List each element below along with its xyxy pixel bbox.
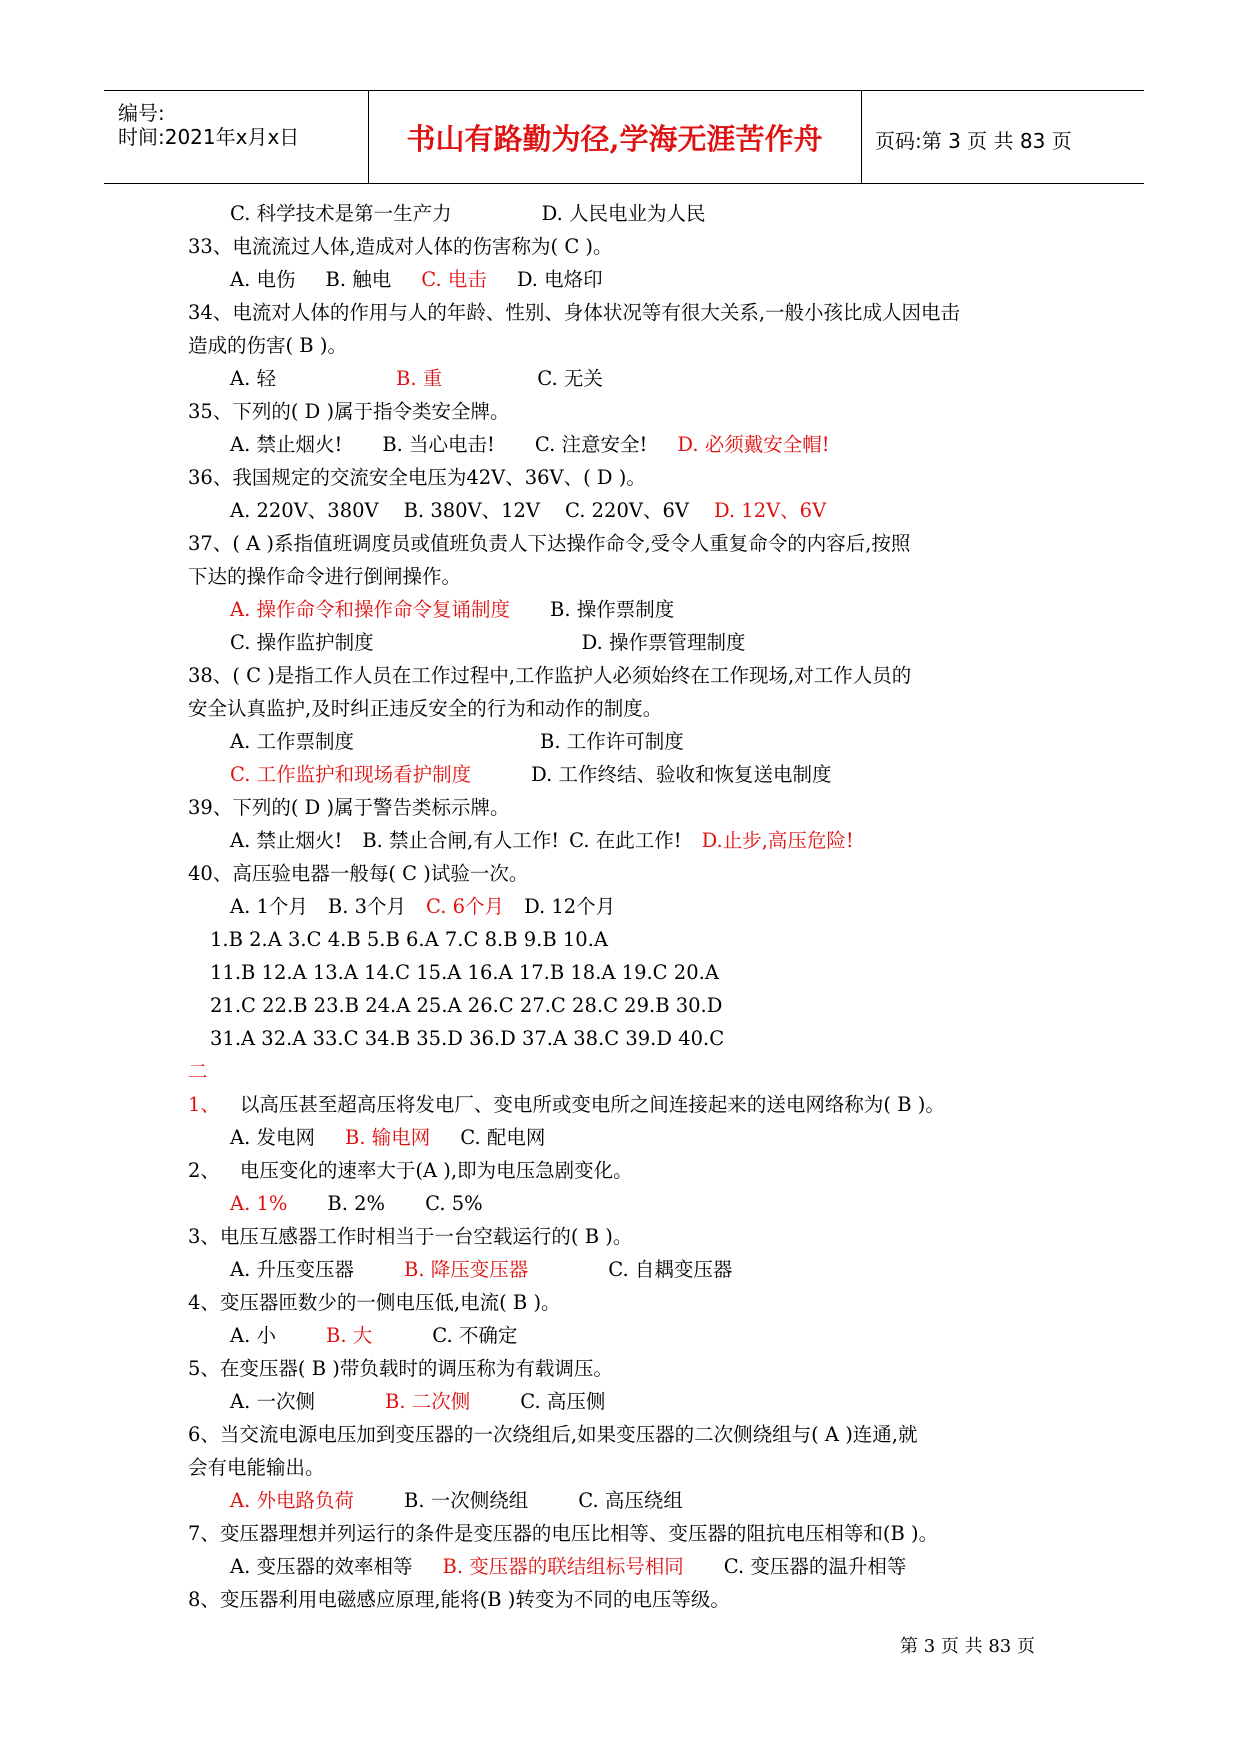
question-text: C. 操作监护制度 [230, 631, 374, 654]
question-text: A. 220V、380V [230, 499, 379, 522]
question-text: 造成的伤害( B )。 [188, 334, 347, 357]
header-info-cell [104, 91, 369, 183]
question-text: C. 配电网 [460, 1126, 546, 1149]
question-text: 电压变化的速率大于(A ),即为电压急剧变化。 [239, 1159, 633, 1182]
text-line [230, 763, 831, 787]
answer-text: B. 降压变压器 [403, 1258, 529, 1281]
text-line [188, 697, 662, 721]
answer-text: C. 6个月 [426, 895, 505, 918]
answer-text: 二 [188, 1060, 208, 1083]
text-line [230, 1192, 483, 1216]
question-text: 7、变压器理想并列运行的条件是变压器的电压比相等、变压器的阻抗电压相等和(B )。 [188, 1522, 939, 1545]
text-line [188, 1159, 633, 1183]
text-line [188, 235, 613, 259]
question-text: C. 注意安全! [534, 433, 648, 456]
text-line [210, 1027, 724, 1051]
question-text: 31.A 32.A 33.C 34.B 35.D 36.D 37.A 38.C 39.D 40.C [210, 1027, 725, 1050]
question-text: 6、当交流电源电压加到变压器的一次绕组后,如果变压器的二次侧绕组与( A )连通,就 [188, 1423, 918, 1446]
text-line [188, 400, 510, 424]
question-text: D. 工作终结、验收和恢复送电制度 [531, 763, 832, 786]
text-line [230, 1555, 906, 1579]
question-text: B. 2% [327, 1192, 386, 1215]
question-text: B. 操作票制度 [549, 598, 675, 621]
question-text: A. 工作票制度 [230, 730, 354, 753]
question-text: 5、在变压器( B )带负载时的调压称为有载调压。 [188, 1357, 613, 1380]
text-line [188, 334, 347, 358]
question-text: A. 一次侧 [230, 1390, 315, 1413]
question-text: A. 1个月 [230, 895, 308, 918]
question-text: B. 一次侧绕组 [403, 1489, 529, 1512]
question-text: A. 发电网 [230, 1126, 315, 1149]
question-text: 21.C 22.B 23.B 24.A 25.A 26.C 27.C 28.C 29.B 30.D [210, 994, 723, 1017]
answer-text: D. 12V、6V [713, 499, 827, 522]
question-text: A. 变压器的效率相等 [230, 1555, 413, 1578]
question-text: 安全认真监护,及时纠正违反安全的行为和动作的制度。 [188, 697, 663, 720]
text-line [210, 994, 722, 1018]
question-text: 34、电流对人体的作用与人的年龄、性别、身体状况等有很大关系,一般小孩比成人因电击 [188, 301, 961, 324]
page-footer: 第 3 页 共 83 页 [900, 1636, 1035, 1657]
answer-text: A. 1% [230, 1192, 288, 1215]
question-text: A. 电伤 [230, 268, 296, 291]
question-text: C. 高压绕组 [578, 1489, 683, 1512]
text-line [188, 565, 461, 589]
answer-text: B. 大 [325, 1324, 373, 1347]
answer-text: B. 重 [395, 367, 443, 390]
header-page-cell [861, 91, 1144, 183]
question-text: 8、变压器利用电磁感应原理,能将(B )转变为不同的电压等级。 [188, 1588, 730, 1611]
question-text: 会有电能输出。 [188, 1456, 325, 1479]
answer-text: D.止步,高压危险! [701, 829, 854, 852]
question-text: 3、电压互感器工作时相当于一台空载运行的( B )。 [188, 1225, 633, 1248]
text-line [210, 961, 719, 985]
question-text: 11.B 12.A 13.A 14.C 15.A 16.A 17.B 18.A 19.C 20.A [210, 961, 719, 984]
question-text: A. 禁止烟火! [230, 433, 343, 456]
text-line [230, 730, 684, 754]
answer-text: D. 必须戴安全帽! [677, 433, 830, 456]
text-line [230, 598, 674, 622]
question-text: C. 高压侧 [520, 1390, 606, 1413]
question-text: C. 科学技术是第一生产力 [230, 202, 452, 225]
answer-text: A. 操作命令和操作命令复诵制度 [230, 598, 510, 621]
question-text: B. 3个月 [327, 895, 407, 918]
document-header [104, 90, 1144, 184]
header-motto: 书山有路勤为径,学海无涯苦作舟 [406, 122, 823, 156]
text-line [188, 1291, 561, 1315]
text-line [230, 202, 705, 226]
text-line [188, 862, 528, 886]
question-text: B. 当心电击! [382, 433, 495, 456]
answer-text: 1、 [188, 1093, 220, 1116]
answer-text: B. 变压器的联结组标号相同 [442, 1555, 684, 1578]
question-text: B. 工作许可制度 [539, 730, 684, 753]
question-text: D. 人民电业为人民 [541, 202, 706, 225]
text-line [188, 796, 510, 820]
question-text: B. 禁止合闸,有人工作! [362, 829, 560, 852]
text-line [230, 367, 603, 391]
text-line [188, 1225, 632, 1249]
question-text: C. 变压器的温升相等 [723, 1555, 907, 1578]
question-text: 40、高压验电器一般每( C )试验一次。 [188, 862, 529, 885]
question-text: 38、( C )是指工作人员在工作过程中,工作监护人必须始终在工作现场,对工作人员的 [188, 664, 912, 687]
question-text: C. 5% [425, 1192, 483, 1215]
answer-text: A. 外电路负荷 [230, 1489, 354, 1512]
text-line [188, 1456, 325, 1480]
question-text: 33、电流流过人体,造成对人体的伤害称为( C )。 [188, 235, 613, 258]
question-text: C. 在此工作! [569, 829, 682, 852]
text-line [230, 1324, 517, 1348]
text-line [230, 895, 615, 919]
question-text: 4、变压器匝数少的一侧电压低,电流( B )。 [188, 1291, 561, 1314]
text-line [188, 466, 646, 490]
document-time-label: 时间:2021年x月x日 [118, 125, 300, 149]
question-text: D. 12个月 [524, 895, 616, 918]
text-line [230, 499, 826, 523]
question-text: A. 小 [230, 1324, 276, 1347]
text-line [188, 1588, 730, 1612]
question-text: A. 升压变压器 [230, 1258, 354, 1281]
text-line [188, 1093, 945, 1117]
question-text: 35、下列的( D )属于指令类安全牌。 [188, 400, 510, 423]
text-line [230, 1489, 683, 1513]
answer-text: B. 二次侧 [384, 1390, 471, 1413]
text-line [188, 301, 960, 325]
question-text: C. 220V、6V [565, 499, 689, 522]
text-line [230, 433, 830, 457]
question-text: 1.B 2.A 3.C 4.B 5.B 6.A 7.C 8.B 9.B 10.A [210, 928, 608, 951]
answer-text: C. 电击 [421, 268, 487, 291]
text-line [230, 268, 603, 292]
text-line [230, 631, 745, 655]
question-text: A. 禁止烟火! [230, 829, 343, 852]
answer-text: C. 工作监护和现场看护制度 [230, 763, 472, 786]
question-text: A. 轻 [230, 367, 276, 390]
question-text: B. 380V、12V [403, 499, 541, 522]
text-line [188, 1357, 613, 1381]
text-line [230, 1126, 545, 1150]
answer-text: B. 输电网 [344, 1126, 431, 1149]
text-line [188, 532, 910, 556]
text-line [210, 928, 608, 952]
question-text: 39、下列的( D )属于警告类标示牌。 [188, 796, 510, 819]
question-text: 下达的操作命令进行倒闸操作。 [188, 565, 462, 588]
question-text: C. 不确定 [432, 1324, 518, 1347]
question-text: D. 操作票管理制度 [581, 631, 746, 654]
question-text: 37、( A )系指值班调度员或值班负责人下达操作命令,受令人重复命令的内容后,按照 [188, 532, 911, 555]
text-line [188, 664, 911, 688]
header-motto-cell [368, 91, 862, 183]
question-text: D. 电烙印 [516, 268, 603, 291]
question-text: 以高压甚至超高压将发电厂、变电所或变电所之间连接起来的送电网络称为( B )。 [239, 1093, 945, 1116]
question-text: C. 自耦变压器 [608, 1258, 733, 1281]
text-line [230, 1390, 605, 1414]
question-text: 2、 [188, 1159, 220, 1182]
text-line [188, 1423, 918, 1447]
question-text: C. 无关 [537, 367, 603, 390]
text-line [188, 1060, 208, 1084]
question-text: B. 触电 [325, 268, 392, 291]
text-line [230, 1258, 732, 1282]
text-line [230, 829, 854, 853]
question-text: 36、我国规定的交流安全电压为42V、36V、( D )。 [188, 466, 646, 489]
header-page-number: 页码:第 3 页 共 83 页 [875, 129, 1072, 153]
document-number-label: 编号: [118, 101, 165, 125]
text-line [188, 1522, 938, 1546]
